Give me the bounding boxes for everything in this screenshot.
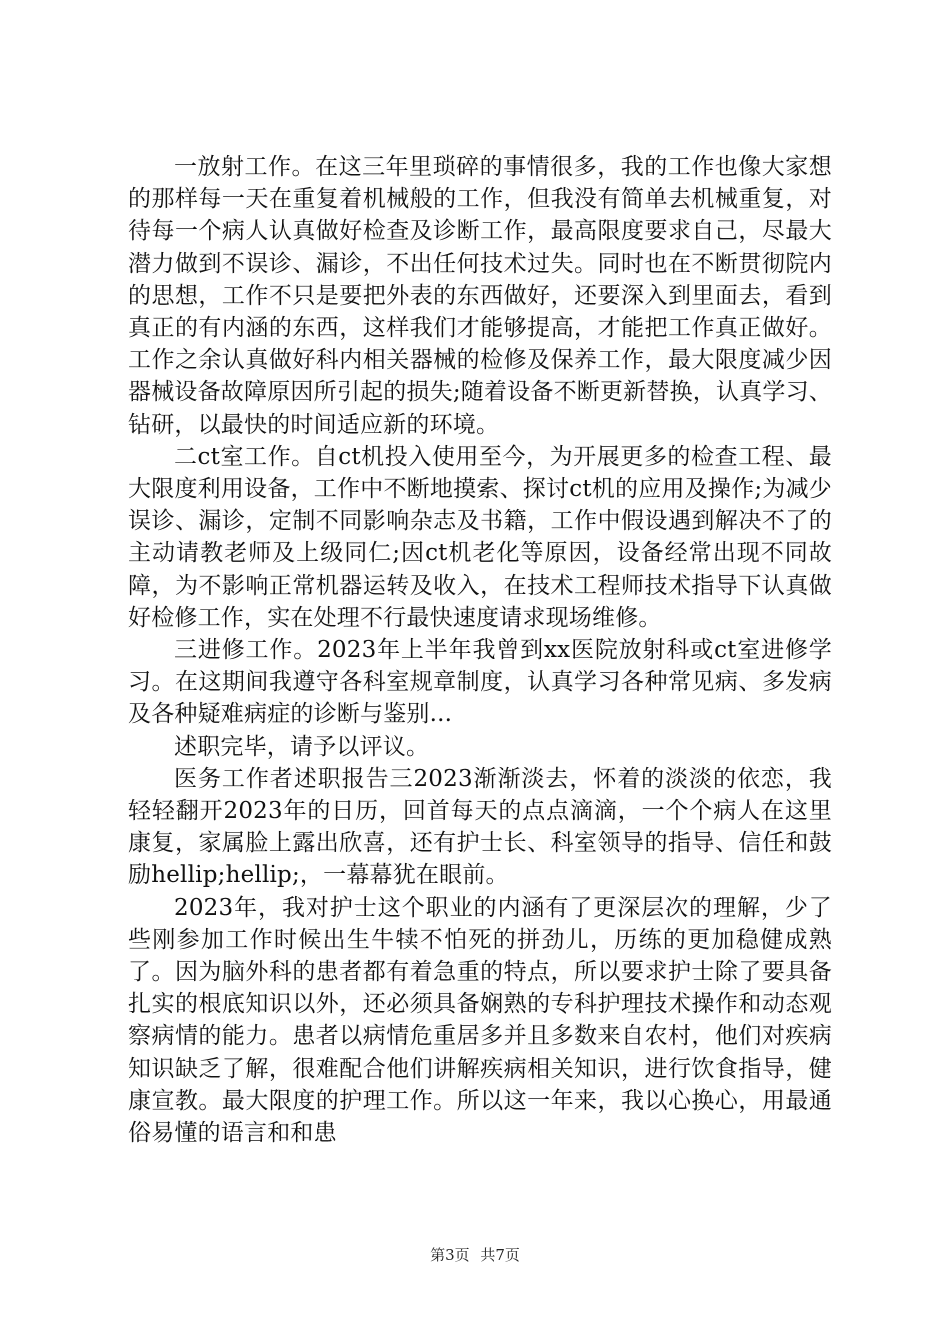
paragraph-closing: 述职完毕，请予以评议。 xyxy=(174,733,430,760)
page-footer xyxy=(0,1244,950,1265)
paragraph-further-study: 三进修工作。2023年上半年我曾到xx医院放射科或ct室进修学习。在这期间我遵守各科室规章制度，认真学习各种常见病、多发病及各种疑难病症的诊断与鉴别... xyxy=(128,637,832,728)
total-pages: 共7页 xyxy=(480,1246,520,1264)
paragraph-radiology-work: 一放射工作。在这三年里琐碎的事情很多，我的工作也像大家想的那样每一天在重复着机械般的工作，但我没有简单去机械重复，对待每一个病人认真做好检查及诊断工作，最高限度要求自己，尽最大潜力做到不误诊、漏诊，不出任何技术过失。同时也在不断贯彻院内的思想，工作不只是要把外表的东西做好，还要深入到里面去，看到真正的有内涵的东西，这样我们才能够提高，才能把工作真正做好。工作之余认真做好科内相关器械的检修及保养工作，最大限度减少因器械设备故障原因所引起的损失;随着设备不断更新替换，认真学习、钻研，以最快的时间适应新的环境。 xyxy=(128,154,832,438)
paragraph-ct-room-work: 二ct室工作。自ct机投入使用至今，为开展更多的检查工程、最大限度利用设备，工作中不断地摸索、探讨ct机的应用及操作;为减少误诊、漏诊，定制不同影响杂志及书籍，工作中假设遇到解决不了的主动请教老师及上级同仁;因ct机老化等原因，设备经常出现不同故障，为不影响正常机器运转及收入，在技术工程师技术指导下认真做好检修工作，实在处理不行最快速度请求现场维修。 xyxy=(128,443,832,631)
document-body xyxy=(128,151,832,1149)
page-number: 第3页 xyxy=(430,1246,470,1264)
paragraph-nursing-year: 2023年，我对护士这个职业的内涵有了更深层次的理解，少了些刚参加工作时候出生牛犊不怕死的拼劲儿，历练的更加稳健成熟了。因为脑外科的患者都有着急重的特点，所以要求护士除了要具备扎实的根底知识以外，还必须具备娴熟的专科护理技术操作和动态观察病情的能力。患者以病情危重居多并且多数来自农村，他们对疾病知识缺乏了解，很难配合他们讲解疾病相关知识，进行饮食指导，健康宣教。最大限度的护理工作。所以这一年来，我以心换心，用最通俗易懂的语言和和患 xyxy=(128,894,832,1147)
paragraph-report-three-intro: 医务工作者述职报告三2023渐渐淡去，怀着的淡淡的依恋，我轻轻翻开2023年的日历，回首每天的点点滴滴，一个个病人在这里康复，家属脸上露出欣喜，还有护士长、科室领导的指导、信任和鼓励hellip;hellip;，一幕幕犹在眼前。 xyxy=(128,765,832,889)
